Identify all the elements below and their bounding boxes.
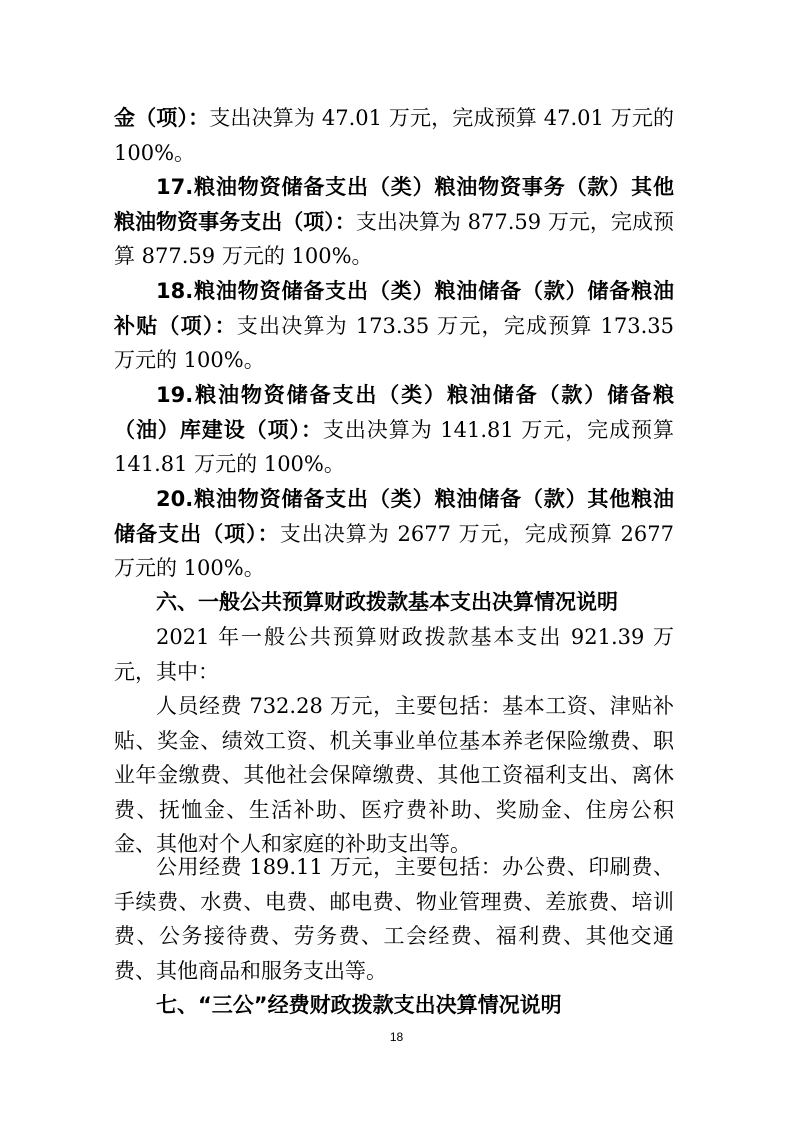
item-17-text: 支出决算为 877.59 万元，完成预算 877.59 万元的 100%。 [114,209,674,268]
item-18-paragraph [114,274,674,378]
section-6-para-3: 公用经费 189.11 万元，主要包括：办公费、印刷费、手续费、水费、电费、邮电费、物业管理费、差旅费、培训费、公务接待费、劳务费、工会经费、福利费、其他交通费、其他商品和服务支出等。 [114,855,674,983]
section-7-heading: 七、“三公”经费财政拨款支出决算情况说明 [156,993,562,1017]
item-20-paragraph [114,482,674,586]
item-19-paragraph [114,378,674,482]
item-17-heading: 17.粮油物资储备支出（类）粮油物资事务（款）其他粮油物资事务支出（项）： [114,175,674,234]
item-18-text: 支出决算为 173.35 万元，完成预算 173.35 万元的 100%。 [114,313,675,372]
section-6-heading: 六、一般公共预算财政拨款基本支出决算情况说明 [156,590,618,614]
item-19-text: 支出决算为 141.81 万元，完成预算 141.81 万元的 100%。 [114,417,674,476]
item-20-heading: 20.粮油物资储备支出（类）粮油储备（款）其他粮油储备支出（项）： [114,487,674,546]
item-19-heading: 19.粮油物资储备支出（类）粮油储备（款）储备粮（油）库建设（项）： [114,383,674,442]
item-16-text: 支出决算为 47.01 万元，完成预算 47.01 万元的 100%。 [114,106,675,165]
item-20-text: 支出决算为 2677 万元，完成预算 2677 万元的 100%。 [114,521,674,580]
item-16-paragraph [114,101,674,170]
section-6-para-2: 人员经费 732.28 万元，主要包括：基本工资、津贴补贴、奖金、绩效工资、机关事业单位基本养老保险缴费、职业年金缴费、其他社会保障缴费、其他工资福利支出、离休费、抚恤金、生活补助、医疗费补助、奖励金、住房公积金、其他对个人和家庭的补助支出等。 [114,694,674,856]
item-17-paragraph [114,170,674,274]
item-18-heading: 18.粮油物资储备支出（类）粮油储备（款）储备粮油补贴（项）： [114,279,674,338]
section-6-para-1: 2021 年一般公共预算财政拨款基本支出 921.39 万元，其中： [114,625,674,684]
page-number: 18 [389,1030,404,1044]
item-16-heading: 金（项）： [114,106,210,130]
